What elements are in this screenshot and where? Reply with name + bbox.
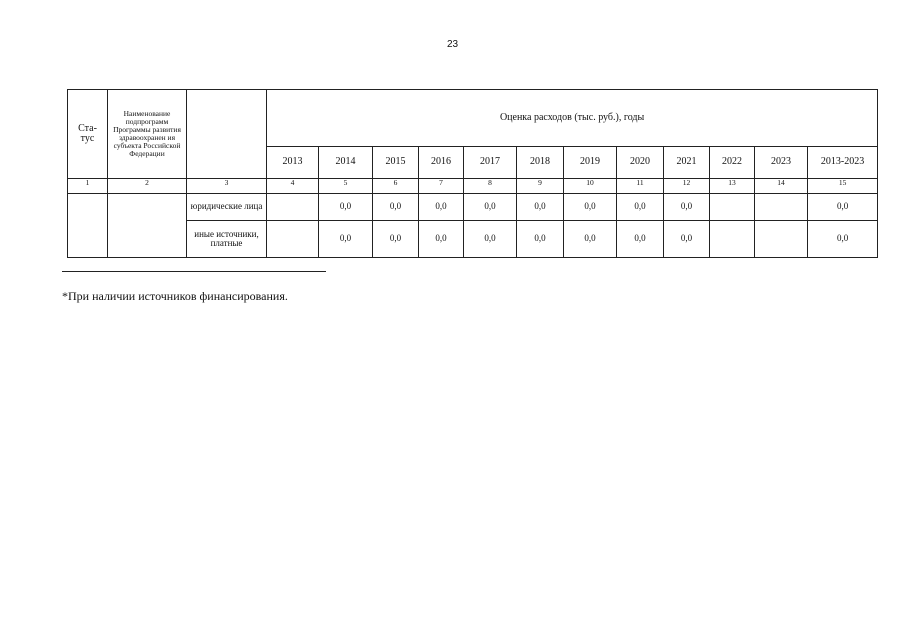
year-header: 2015 [373, 147, 419, 179]
value-cell: 0,0 [664, 194, 710, 221]
year-header: 2016 [419, 147, 464, 179]
column-number: 14 [755, 179, 808, 194]
column-number: 10 [564, 179, 617, 194]
value-cell [267, 194, 319, 221]
year-header: 2018 [517, 147, 564, 179]
header-row-title [68, 90, 878, 147]
footnote-divider [62, 271, 326, 272]
footnote: *При наличии источников финансирования. [62, 289, 288, 303]
column-number: 12 [664, 179, 710, 194]
table-row [68, 194, 878, 221]
column-number: 7 [419, 179, 464, 194]
value-cell [755, 221, 808, 258]
status-header: Ста- тус [68, 90, 108, 179]
column-number: 2 [108, 179, 187, 194]
value-cell [267, 221, 319, 258]
program-name-header: Наименование подпрограмм Программы развития здравоохранен ия субъекта Российской Федерации [108, 90, 187, 179]
value-cell [755, 194, 808, 221]
value-cell: 0,0 [664, 221, 710, 258]
column-number: 3 [187, 179, 267, 194]
value-cell: 0,0 [564, 194, 617, 221]
column-number-row [68, 179, 878, 194]
value-cell: 0,0 [419, 194, 464, 221]
funding-source-cell: иные источники, платные [187, 221, 267, 258]
value-cell: 0,0 [617, 194, 664, 221]
year-header: 2013-2023 [808, 147, 878, 179]
program-name-cell [108, 194, 187, 258]
value-cell: 0,0 [617, 221, 664, 258]
column-number: 6 [373, 179, 419, 194]
column-number: 15 [808, 179, 878, 194]
value-cell: 0,0 [464, 221, 517, 258]
column-number: 5 [319, 179, 373, 194]
column-number: 4 [267, 179, 319, 194]
value-cell: 0,0 [564, 221, 617, 258]
column-number: 8 [464, 179, 517, 194]
status-cell [68, 194, 108, 258]
value-cell: 0,0 [808, 194, 878, 221]
year-header: 2021 [664, 147, 710, 179]
table-row [68, 221, 878, 258]
year-header: 2019 [564, 147, 617, 179]
column-number: 1 [68, 179, 108, 194]
value-cell: 0,0 [319, 221, 373, 258]
value-cell: 0,0 [808, 221, 878, 258]
column-number: 11 [617, 179, 664, 194]
value-cell: 0,0 [319, 194, 373, 221]
value-cell: 0,0 [373, 221, 419, 258]
page-number: 23 [446, 39, 459, 50]
value-cell [710, 194, 755, 221]
expense-estimate-header: Оценка расходов (тыс. руб.), годы [267, 90, 878, 147]
year-header: 2023 [755, 147, 808, 179]
year-header: 2017 [464, 147, 517, 179]
column-number: 13 [710, 179, 755, 194]
year-header: 2014 [319, 147, 373, 179]
source-header [187, 90, 267, 179]
column-number: 9 [517, 179, 564, 194]
value-cell [710, 221, 755, 258]
value-cell: 0,0 [373, 194, 419, 221]
year-header: 2020 [617, 147, 664, 179]
funding-source-cell: юридические лица [187, 194, 267, 221]
value-cell: 0,0 [464, 194, 517, 221]
value-cell: 0,0 [517, 221, 564, 258]
value-cell: 0,0 [419, 221, 464, 258]
year-header: 2013 [267, 147, 319, 179]
year-header: 2022 [710, 147, 755, 179]
budget-table [67, 89, 878, 258]
value-cell: 0,0 [517, 194, 564, 221]
